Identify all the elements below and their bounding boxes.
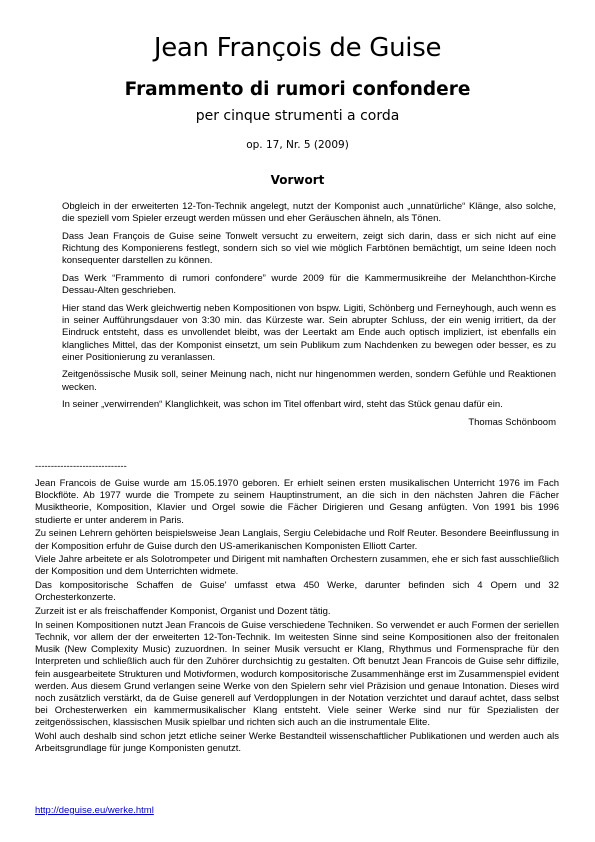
biography-paragraph: Viele Jahre arbeitete er als Solotrompeter und Dirigent mit namhaften Orchestern zusammen, ehe er sich fast ausschließlich der Komposition und dem Unterrichten widmete. — [35, 554, 559, 578]
vorwort-section — [62, 201, 556, 435]
vorwort-paragraph: Dass Jean François de Guise seine Tonwelt versucht zu erweitern, zeigt sich darin, dass er sich nicht auf eine Richtung des Komponierens festlegt, sondern sich so viel wie möglich Farbtönen bemächtigt, um seine Ideen noch konsequenter darstellen zu können. — [62, 230, 556, 267]
biography-paragraph: Das kompositorische Schaffen de Guise' umfasst etwa 450 Werke, darunter befinden sich 4 Opern und 32 Orchesterkonzerte. — [35, 580, 559, 604]
vorwort-paragraph: Das Werk “Frammento di rumori confondere” wurde 2009 für die Kammermusikreihe der Melanchthon-Kirche Dessau-Alten geschrieben. — [62, 273, 556, 297]
biography-section — [35, 478, 559, 757]
work-subtitle: per cinque strumenti a corda — [195, 108, 400, 124]
opus-number: op. 17, Nr. 5 (2009) — [246, 139, 349, 151]
work-title: Frammento di rumori confondere — [124, 79, 471, 100]
section-divider: ----------------------------- — [35, 461, 127, 472]
composer-name: Jean François de Guise — [153, 33, 442, 63]
biography-paragraph: Zu seinen Lehrern gehörten beispielsweise Jean Langlais, Sergiu Celebidache und Rolf Reuter. Besondere Beeinflussung in der Komposition erfuhr de Guise durch den US-amerikanischen Komponisten Elliott Carter. — [35, 528, 559, 552]
biography-paragraph: Zurzeit ist er als freischaffender Komponist, Organist und Dozent tätig. — [35, 606, 331, 618]
section-heading-vorwort: Vorwort — [270, 173, 325, 187]
vorwort-paragraph: Hier stand das Werk gleichwertig neben Kompositionen von bspw. Ligiti, Schönberg und Ferneyhough, auch wenn es in seiner Aufführungsdauer von 3:30 min. das Kürzeste war. Sein abrupter Schluss, der ein wenig irritiert, da der Eindruck entsteht, dass es unvollendet bleibt, was der Leertakt am Ende auch optisch impliziert, ist ebenfalls ein klangliches Mittel, das der Komponist einsetzt, um sein Publikum zum Nachdenken zu bewegen oder besser, es zu einer Positionierung zu veranlassen. — [62, 302, 556, 363]
vorwort-paragraph: In seiner „verwirrenden“ Klanglichkeit, was schon im Titel offenbart wird, steht das Stück genau dafür ein. — [62, 399, 503, 411]
biography-paragraph: Wohl auch deshalb sind schon jetzt etliche seiner Werke Bestandteil wissenschaftlicher Publikationen und werden auch als Arbeitsgrundlage für junge Komponisten genutzt. — [35, 731, 559, 755]
works-link[interactable]: http://deguise.eu/werke.html — [35, 805, 154, 816]
biography-paragraph: In seinen Kompositionen nutzt Jean Francois de Guise verschiedene Techniken. So verwendet er auch Formen der seriellen Technik, vor allem der der erweiterten 12-Ton-Technik. Im weitesten Sinne sind seine Kompositionen also der freitonalen Musik (New Complexity Music) zuzuordnen. In seiner Musik versucht er Klang, Rhythmus und Formensprache für den Interpreten und schließlich auch für den Zuhörer durchsichtig zu gestalten. Oft benutzt Jean Francois de Guise sehr diffizile, fein ausgearbeitete Strukturen und Motivformen, wodurch kompositorische Zusammenhänge erst im Zusammenspiel evident werden. Aus diesem Grund verlangen seine Werke von den Spielern sehr viel Präzision und genaue Intonation. Dieses wird noch zusätzlich verstärkt, da de Guise generell auf Verdopplungen in der Notation verzichtet und darauf achtet, dass selbst bei Orchesterwerken ein kammermusikalischer Klang entsteht. Viele seiner Werke sind nur für Spezialisten der zeitgenössischen, klassischen Musik spielbar und richten sich auch an die instrumentale Elite. — [35, 619, 559, 729]
vorwort-paragraph: Zeitgenössische Musik soll, seiner Meinung nach, nicht nur hingenommen werden, sondern Gefühle und Reaktionen wecken. — [62, 369, 556, 393]
vorwort-paragraph: Obgleich in der erweiterten 12-Ton-Technik angelegt, nutzt der Komponist auch „unnatürliche“ Klänge, also solche, die speziell vom Spieler erzeugt werden müssen und eher Geräuschen ähneln, als Tönen. — [62, 201, 556, 225]
author-signature: Thomas Schönboom — [468, 417, 556, 429]
biography-paragraph: Jean Francois de Guise wurde am 15.05.1970 geboren. Er erhielt seinen ersten musikalischen Unterricht 1976 im Fach Blockflöte. Ab 1977 wurde die Trompete zu seinem Hauptinstrument, an die sich in den nächsten Jahren die Fächer Musiktheorie, Komposition, Klavier und Orgel sowie die Fächer Dirigieren und Gesang anfügten. Von 1991 bis 1996 studierte er unter anderem in Paris. — [35, 478, 559, 526]
